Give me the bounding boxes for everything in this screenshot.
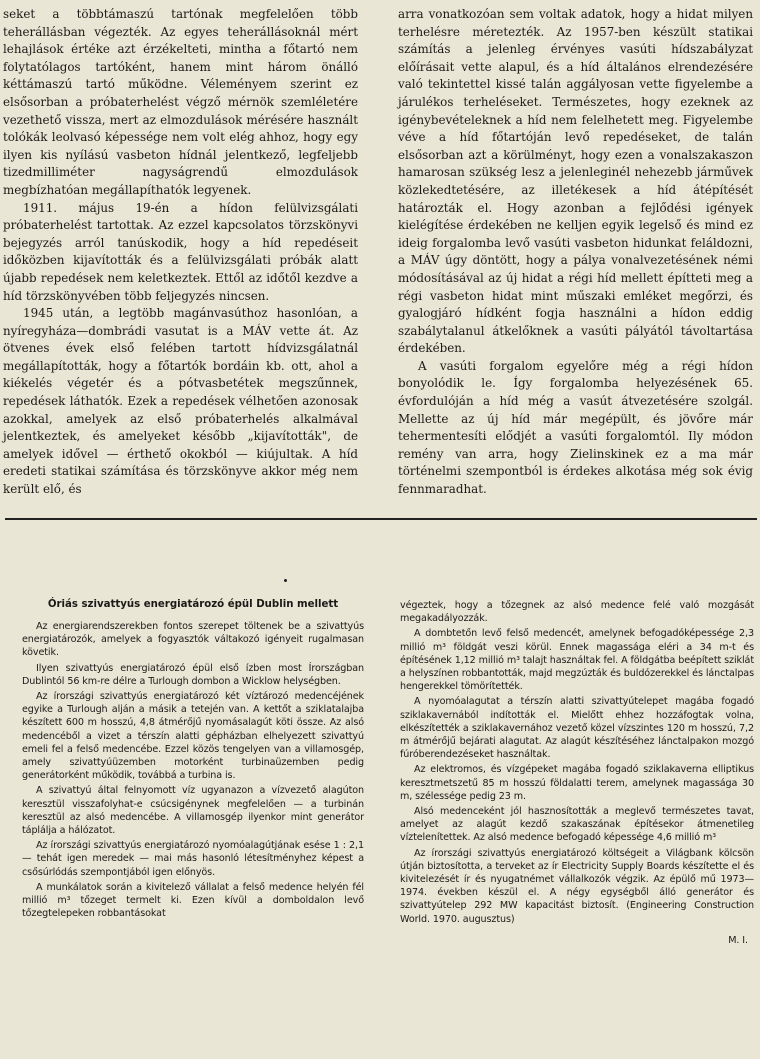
paragraph: A munkálatok során a kivitelező vállalat a felső medence helyén fél millió m³ tőzeget termelt ki. Ezen kívül a domboldalon levő tőzegtelepeken robbantásokat <box>22 881 364 920</box>
ornament-dot <box>284 579 287 582</box>
article-left-column <box>22 599 364 920</box>
top-left-column <box>3 6 358 499</box>
paragraph: végeztek, hogy a tőzegnek az alsó medence felé való mozgását megakadályozzák. <box>400 600 754 625</box>
top-right-column <box>398 6 753 499</box>
paragraph: A szivattyú által felnyomott víz ugyanazon a vízvezető alagúton keresztül visszafolyhat-e csúcsigénynek megfelelően — a turbinán keresztül az alsó medencébe. A villamosgép ilyenkor mint generátor táplálja a hálózatot. <box>22 785 364 837</box>
paragraph: A nyomóalagutat a térszín alatti szivattyútelepet magába fogadó sziklakavernából indították el. Mielőtt ehhez hozzáfogtak volna, elkészítették a sziklakavernához vezető közel vízszintes 120 m hosszú, 7,2 m átmérőjű bejárati alagutat. Az alagút készítéséhez lánctalpakon mozgó fúróberendezéseket használtak. <box>400 696 754 761</box>
article-right-column <box>400 599 754 947</box>
paragraph: 1945 után, a legtöbb magánvasúthoz hasonlóan, a nyíregyháza—dombrádi vasutat is a MÁV vette át. Az ötvenes évek első felében tartott hídvizsgálatnál megállapították, hogy a főtartók bordáin kb. ott, ahol a kiékelés végetér és a pótvasbetétek megszűnnek, repedések láthatók. Ezek a repedések vélhetően azonosak azokkal, amelyek az első próbaterhelés alkalmával jelentkeztek, és amelyeket később „kijavították", de amelyek idővel — érthető okokból — kiújultak. A híd eredeti statikai számítása és törzskönyve akkor még nem került elő, és <box>3 306 358 497</box>
paragraph: arra vonatkozóan sem voltak adatok, hogy a hidat milyen terhelésre méretezték. Az 1957-ben készült statikai számítás a jelenleg érvényes vasúti hídszabályzat előírásait vette alapul, és a híd általános elrendezésére való tekintettel kissé talán aggályosan vette figyelembe a járulékos terheléseket. Természetes, hogy ezeknek az igénybevételeknek a híd nem felelhetett meg. Figyelembe véve a híd főtartóján levő repedéseket, de talán elsősorban azt a körülményt, hogy ezen a vonalszakaszon hamarosan szükség lesz a jelenleginél nehezebb járművek közlekedtetésére, az illetékesek a híd átépítését határozták el. Hogy azonban a fejlődési igények kielégítése érdekében ne kelljen egyik legelső és mind ez ideig forgalomba levő vasúti vasbeton hidunkat feláldozni, a MÁV úgy döntött, hogy a pálya vonalvezetésének némi módosításával az új hidat a régi híd mellett építteti meg a régi vasbeton hidat mint műszaki emléket megőrzi, és gyalogjáró hídként fogja használni a hídon eddig szabálytalanul átkelőknek a vasúti pályától távoltartása érdekében. <box>398 7 753 356</box>
article-title: Óriás szivattyús energiatározó épül Dublin mellett <box>47 599 339 610</box>
author-signature: M. I. <box>728 934 748 946</box>
paragraph: seket a többtámaszú tartónak megfelelően több teherállásban végezték. Az egyes teherállásoknál mért lehajlások értéke azt érzékelteti, mintha a főtartó nem folytatólagos tartóként, hanem mint három önálló kéttámaszú tartó működne. Véleményem szerint ez elsősorban a próbaterhelést végző mérnök szemléletére vezethető vissza, mert az elmozdulások mérésére használt tolókák leolvasó képessége nem volt elég ahhoz, hogy egy ilyen kis nyílású vasbeton hídnál jelentkező, legfeljebb tizedmilliméter nagyságrendű elmozdulások megbízhatóan megállapíthatók legyenek. <box>3 7 358 197</box>
paragraph: Ilyen szivattyús energiatározó épül első ízben most Írországban Dublintól 56 km-re délre a Turlough dombon a Wicklow helységben. <box>22 662 364 687</box>
paragraph: Az írországi szivattyús energiatározó nyomóalagútjának esése 1 : 2,1 — tehát igen meredek — mai más hasonló létesítményhez képest a csősúrlódás szempontjából igen előnyös. <box>22 840 364 878</box>
paragraph: A dombtetőn levő felső medencét, amelynek befogadóképessége 2,3 millió m³ földgát veszi körül. Ennek magassága eléri a 34 m-t és építésének 1,12 millió m³ talajt használtak fel. A földgátba beépített sziklát a helyszínen robbantották, majd megzúzták és buldózerekkel és lánctalpas hengerekkel tömörítették. <box>400 628 754 693</box>
paragraph: Az elektromos, és vízgépeket magába fogadó sziklakaverna elliptikus keresztmetszetű 85 m hosszú földalatti terem, amelynek magassága 30 m, szélessége pedig 23 m. <box>400 764 754 802</box>
paragraph: A vasúti forgalom egyelőre még a régi hídon bonyolódik le. Így forgalomba helyezésének 65. évfordulóján a híd még a vasút átvezetésére szolgál. Mellette az új híd már megépült, és jövőre már tehermentesíti elődjét a vasúti forgalomtól. Ily módon remény van arra, hogy Zielinskinek ez a ma már történelmi szempontból is érdekes alkotása még sok évig fennmaradhat. <box>398 358 753 497</box>
paragraph: 1911. május 19-én a hídon felülvizsgálati próbaterhelést tartottak. Az ezzel kapcsolatos törzskönyvi bejegyzés arról tanúskodik, hogy a híd repedéseit időközben kijavították és a felülvizsgálati próbák alatt újabb repedések nem keletkeztek. Ettől az időtől kezdve a híd törzskönyvében több feljegyzés nincsen. <box>3 200 358 303</box>
paragraph: Az írországi szivattyús energiatározó költségeit a Világbank kölcsön útján biztosította, a terveket az ír Electricity Supply Boards készítette el és kivitelezését ír és nyugatnémet vállalkozók végzik. Az épülő mű 1973—1974. években készül el. A négy egységből álló generátor és szivattyútelep 292 MW kapacitást biztosít. (Engineering Construction World. 1970. augusztus) <box>400 847 754 925</box>
paragraph: Az írországi szivattyús energiatározó két víztározó medencéjének egyike a Turlough alján a másik a tetején van. A kettőt a sziklatalajba készített 600 m hosszú, 4,8 átmérőjű nyomásalagút köti össze. Az alsó medencéből a vizet a térszín alatti gépházban elhelyezett szivattyú emeli fel a felső medencébe. Ezzel közös tengelyen van a villamosgép, amely szivattyúüzemben motorként turbinaüzemben pedig generátorként működik, továbbá a turbina is. <box>22 691 364 782</box>
paragraph: Alsó medenceként jól hasznosították a meglevő természetes tavat, amelyet az alagút kezdő szakaszának építésekor átmenetileg víztelenítettek. Az alsó medence befogadó képessége 4,6 millió m³ <box>400 806 754 844</box>
section-divider <box>5 518 757 520</box>
paragraph: Az energiarendszerekben fontos szerepet töltenek be a szivattyús energiatározók, amelyek a fogyasztók váltakozó igényeit rugalmasan követik. <box>22 621 364 659</box>
